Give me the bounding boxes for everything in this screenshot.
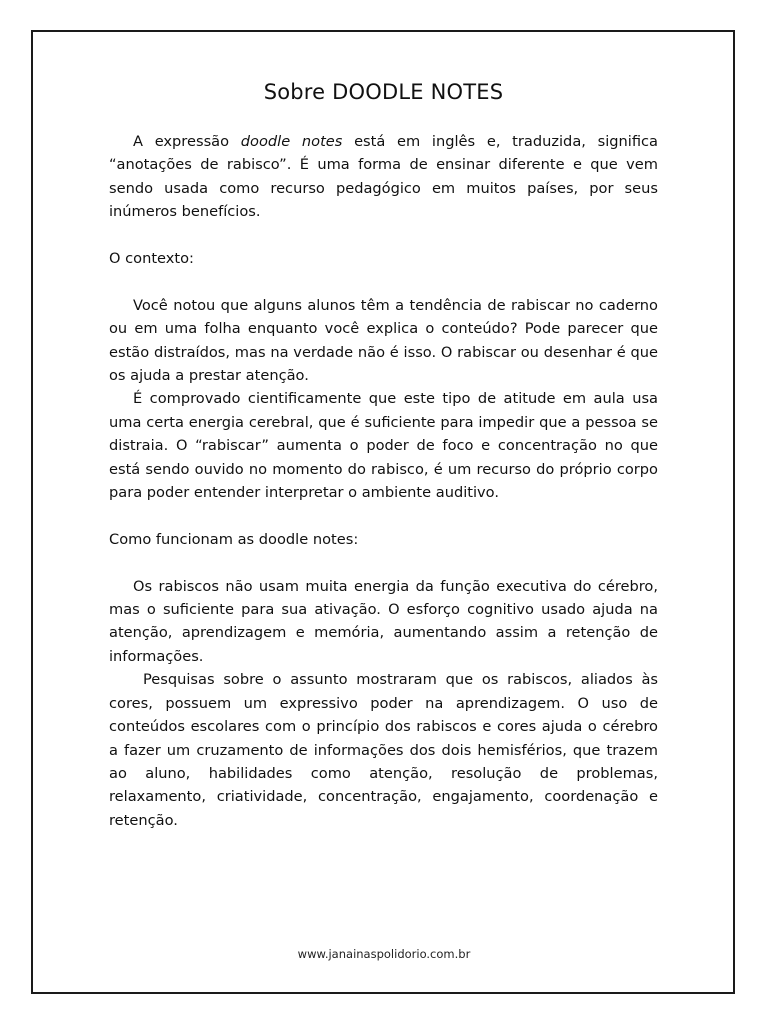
section-heading-colon: : [353, 530, 359, 548]
intro-text-before: A expressão [133, 133, 241, 150]
document-body [109, 80, 658, 832]
section-heading-text: Como funcionam as doodle notes [109, 530, 354, 548]
section-heading-contexto: O contexto: [109, 250, 194, 268]
contexto-paragraph-2: É comprovado cientificamente que este tipo de atitude em aula usa uma certa energia cerebral, que é suficiente para impedir que a pessoa se distraia. O “rabiscar” aumenta o poder de foco e concentração no que está sendo ouvido no momento do rabisco, é um recurso do próprio corpo para poder entender interpretar o ambiente auditivo. [109, 390, 658, 502]
contexto-paragraph-1: Você notou que alguns alunos têm a tendência de rabiscar no caderno ou em uma folha enquanto você explica o conteúdo? Pode parecer que estão distraídos, mas na verdade não é isso. O rabiscar ou desenhar é que os ajuda a prestar atenção. [109, 296, 658, 385]
footer-url: www.janainaspolidorio.com.br [297, 947, 471, 961]
funcionam-paragraph-1: Os rabiscos não usam muita energia da função executiva do cérebro, mas o suficiente para sua ativação. O esforço cognitivo usado ajuda na atenção, aprendizagem e memória, aumentando assim a retenção de informações. [109, 577, 658, 665]
intro-italic-term: doodle notes [240, 133, 343, 150]
intro-paragraph [109, 130, 658, 224]
section-heading-como-funcionam [109, 528, 658, 551]
page-title: Sobre DOODLE NOTES [263, 80, 504, 104]
funcionam-paragraph-2: Pesquisas sobre o assunto mostraram que os rabiscos, aliados às cores, possuem um expressivo poder na aprendizagem. O uso de conteúdos escolares com o princípio dos rabiscos e cores ajuda o cérebro a fazer um cruzamento de informações dos dois hemisférios, que trazem ao aluno, habilidades como atenção, resolução de problemas, relaxamento, criatividade, concentração, engajamento, coordenação e retenção. [109, 671, 658, 829]
intro-text-after: está em inglês e, traduzida, significa “anotações de rabisco”. É uma forma de ensinar diferente e que vem sendo usada como recurso pedagógico em muitos países, por seus inúmeros benefícios. [109, 133, 658, 221]
